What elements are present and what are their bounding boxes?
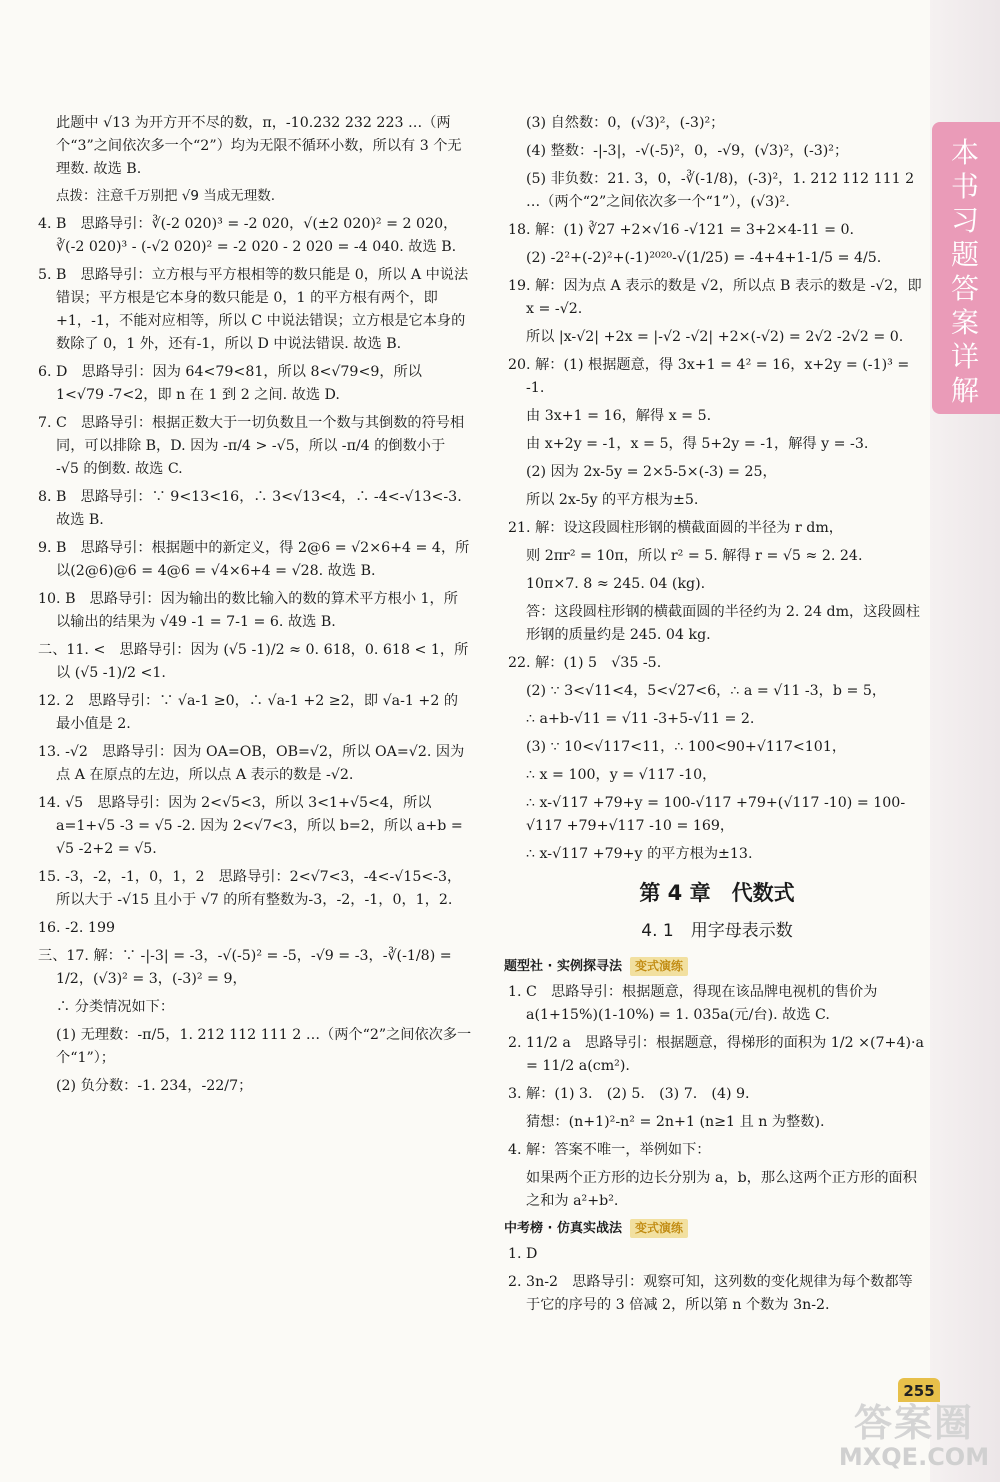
answer-para: (2) ∵ 3<√11<4，5<√27<6，∴ a = √11 -3，b = 5，: [526, 683, 887, 699]
answer-para: (4) 整数：-|-3|，-√(-5)²，0，-√9，(√3)²，(-3)²；: [526, 143, 849, 159]
watermark-cn: 答案圈: [853, 1401, 974, 1445]
answer-para: 16. -2. 199: [38, 919, 115, 936]
answer-para: 15. -3，-2，-1，0，1，2 思路导引：2<√7<3，-4<-√15<-3，所以大于 -√15 且小于 √7 的所有整数为-3，-2，-1，0，1，2.: [38, 868, 462, 908]
answer-para: 21. 解：设这段圆柱形钢的横截面圆的半径为 r dm，: [508, 520, 843, 536]
page-number: 255: [898, 1378, 940, 1402]
answer-para: 4. 解：答案不唯一，举例如下：: [508, 1141, 711, 1158]
section-title: 4. 1 用字母表示数: [641, 921, 793, 942]
answer-para: 8. B 思路导引：∵ 9<13<16，∴ 3<√13<4，∴ -4<-√13<-3. 故选 B.: [38, 488, 462, 528]
answer-para: 二、11. < 思路导引：因为 (√5 -1)/2 ≈ 0. 618，0. 618 < 1，所以 (√5 -1)/2 <1.: [38, 641, 469, 681]
answer-para: 则 2πr² = 10π，所以 r² = 5. 解得 r = √5 ≈ 2. 24.: [526, 548, 863, 564]
answer-para: 由 x+2y = -1，x = 5，得 5+2y = -1，解得 y = -3.: [526, 436, 869, 452]
answer-para: (1) 无理数：-π/5，1. 212 112 111 2 …（两个“2”之间依次多一个“1”）；: [56, 1026, 472, 1066]
answer-para: 2. 11/2 a 思路导引：根据题意，得梯形的面积为 1/2 ×(7+4)·a = 11/2 a(cm²).: [508, 1034, 924, 1074]
tip-para: 点拨：注意千万别把 √9 当成无理数.: [56, 188, 276, 204]
answer-para: 13. -√2 思路导引：因为 OA=OB，OB=√2，所以 OA=√2. 因为点 A 在原点的左边，所以点 A 表示的数是 -√2.: [38, 743, 465, 783]
subsection-badge: 变式演练: [630, 1219, 688, 1238]
answer-para: 14. √5 思路导引：因为 2<√5<3，所以 3<1+√5<4，所以 a=1+√5 -3 = √5 -2. 因为 2<√7<3，所以 b=2，所以 a+b = √5 -2+2 = √5.: [38, 794, 463, 857]
sidebar-tab-text: 本书习题答案详解: [950, 136, 979, 407]
answer-para: 5. B 思路导引：立方根与平方根相等的数只能是 0，所以 A 中说法错误；平方根是它本身的数只能是 0，1 的平方根有两个，即+1，-1，不能对应相等，所以 C 中说法错误；立方根是它本身的数除了 0，1 外，还有-1，所以 D 中说法错误. 故选 B.: [38, 266, 469, 352]
subsection-heading: [504, 1218, 926, 1239]
answer-para: 答：这段圆柱形钢的横截面圆的半径约为 2. 24 dm，这段圆柱形钢的质量约是 245. 04 kg.: [526, 604, 920, 643]
answer-para: 2. 3n-2 思路导引：观察可知，这列数的变化规律为每个数都等于它的序号的 3 倍减 2，所以第 n 个数为 3n-2.: [508, 1273, 913, 1313]
subsection-heading: [504, 956, 926, 977]
answer-para: ∴ x-√117 +79+y 的平方根为±13.: [526, 846, 753, 862]
answer-para: 19. 解：因为点 A 表示的数是 √2，所以点 B 表示的数是 -√2，即 x = -√2.: [508, 278, 922, 317]
watermark-logo: [834, 1392, 994, 1474]
answer-para: 18. 解：(1) ∛27 +2×√16 -√121 = 3+2×4-11 = 0.: [508, 222, 855, 238]
chapter-title: 第 4 章 代数式: [639, 881, 795, 905]
answer-para: 此题中 √13 为开方开不尽的数，π，-10.232 232 223 …（两个“3”之间依次多一个“2”）均为无限不循环小数，所以有 3 个无理数. 故选 B.: [56, 115, 462, 177]
answer-para: ∴ x-√117 +79+y = 100-√117 +79+(√117 -10) = 100-√117 +79+√117 -10 = 169，: [526, 795, 906, 834]
answer-para: 22. 解：(1) 5 √35 -5.: [508, 655, 662, 671]
answer-para: 20. 解：(1) 根据题意，得 3x+1 = 4² = 16，x+2y = (-1)³ = -1.: [508, 357, 910, 396]
answer-para: (3) 自然数：0，(√3)²，(-3)²；: [526, 115, 725, 131]
answer-para: 所以 2x-5y 的平方根为±5.: [526, 492, 699, 508]
answer-para: 7. C 思路导引：根据正数大于一切负数且一个数与其倒数的符号相同，可以排除 B，D. 因为 -π/4 > -√5，所以 -π/4 的倒数小于 -√5 的倒数. 故选 C.: [38, 414, 465, 477]
answer-para: 1. C 思路导引：根据题意，得现在该品牌电视机的售价为 a(1+15%)(1-10%) = 1. 035a(元/台). 故选 C.: [508, 983, 878, 1023]
answer-para: 3. 解：(1) 3. (2) 5. (3) 7. (4) 9.: [508, 1085, 750, 1102]
subsection-title: 中考榜 · 仿真实战法: [504, 1220, 622, 1236]
answer-para: (2) 负分数：-1. 234，-22/7；: [56, 1077, 253, 1094]
answer-para: 三、17. 解：∵ -|-3| = -3，-√(-5)² = -5，-√9 = -3，-∛(-1/8) = 1/2，(√3)² = 3，(-3)² = 9，: [38, 947, 452, 987]
answer-para: (2) 因为 2x-5y = 2×5-5×(-3) = 25，: [526, 464, 777, 480]
answer-para: 4. B 思路导引：∛(-2 020)³ = -2 020，√(±2 020)² = 2 020，∛(-2 020)³ - (-√2 020)² = -2 020 - 2 020 = -4 040. 故选 B.: [38, 215, 458, 255]
answer-para: 10π×7. 8 ≈ 245. 04 (kg).: [526, 576, 706, 592]
subsection-title: 题型社 · 实例探寻法: [504, 958, 622, 974]
answer-para: (5) 非负数：21. 3，0，-∛(-1/8)，(-3)²，1. 212 112 111 2 …（两个“2”之间依次多一个“1”），(√3)².: [526, 171, 915, 210]
answer-para: 如果两个正方形的边长分别为 a，b，那么这两个正方形的面积之和为 a²+b².: [526, 1169, 917, 1209]
answer-para: (3) ∵ 10<√117<11，∴ 100<90+√117<101，: [526, 739, 847, 755]
subsection-badge: 变式演练: [630, 957, 688, 976]
answer-para: ∴ x = 100，y = √117 -10，: [526, 767, 717, 783]
answer-para: 12. 2 思路导引：∵ √a-1 ≥0，∴ √a-1 +2 ≥2，即 √a-1 +2 的最小值是 2.: [38, 692, 459, 732]
answer-para: ∴ a+b-√11 = √11 -3+5-√11 = 2.: [526, 711, 755, 727]
answer-para: ∴ 分类情况如下：: [56, 998, 175, 1015]
right-column: [504, 112, 926, 1322]
answer-para: 猜想：(n+1)²-n² = 2n+1 (n≥1 且 n 为整数).: [526, 1113, 825, 1130]
watermark-en: MXQE.COM: [838, 1443, 990, 1471]
answer-para: 6. D 思路导引：因为 64<79<81，所以 8<√79<9，所以 1<√79 -7<2，即 n 在 1 到 2 之间. 故选 D.: [38, 363, 422, 403]
answer-para: (2) -2²+(-2)²+(-1)²⁰²⁰-√(1/25) = -4+4+1-1/5 = 4/5.: [526, 250, 882, 266]
answer-para: 10. B 思路导引：因为输出的数比输入的数的算术平方根小 1，所以输出的结果为 √49 -1 = 7-1 = 6. 故选 B.: [38, 590, 458, 630]
left-column: [38, 112, 472, 1103]
answer-para: 所以 |x-√2| +2x = |-√2 -√2| +2×(-√2) = 2√2 -2√2 = 0.: [526, 329, 904, 345]
answer-para: 由 3x+1 = 16，解得 x = 5.: [526, 408, 712, 424]
answer-para: 9. B 思路导引：根据题中的新定义，得 2@6 = √2×6+4 = 4，所以(2@6)@6 = 4@6 = √4×6+4 = √28. 故选 B.: [38, 539, 470, 579]
answer-para: 1. D: [508, 1245, 538, 1262]
